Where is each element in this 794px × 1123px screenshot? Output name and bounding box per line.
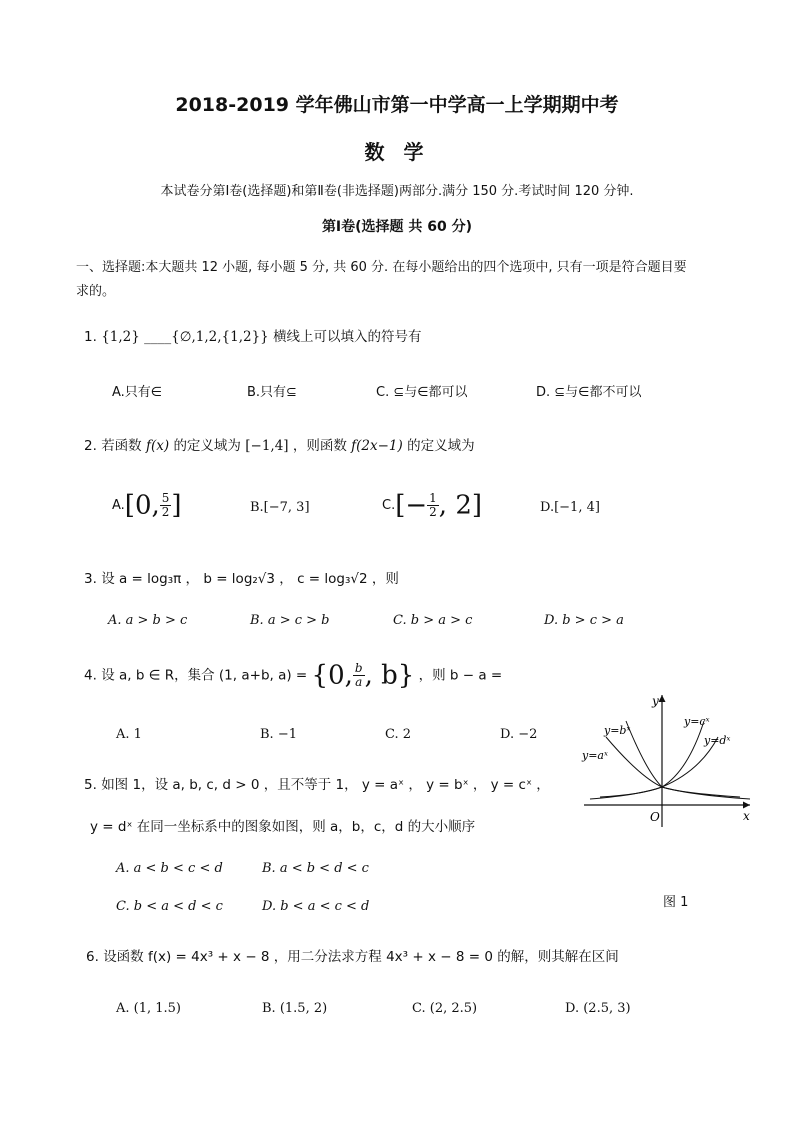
question-number: 4.	[84, 667, 97, 684]
q2-option-b: B.[−7, 3]	[250, 500, 310, 515]
subject-title: 数 学	[364, 140, 430, 164]
q4-option-c: C. 2	[385, 727, 412, 742]
q3-option-d: D. b > c > a	[544, 613, 624, 628]
q3-option-b: B. a > c > b	[250, 613, 330, 628]
question-2-text-d: 的定义域为	[407, 438, 475, 454]
brace-right: , b}	[364, 660, 415, 691]
numerator: b	[354, 661, 363, 675]
denominator: 2	[161, 505, 170, 519]
question-number: 6.	[86, 949, 99, 965]
fraction	[353, 662, 365, 689]
question-2-fx: f(x)	[145, 438, 170, 454]
q1-option-c: C. ⊆与∈都可以	[376, 385, 468, 400]
curve-b-label: y=bˣ	[604, 724, 631, 737]
question-2-text-a: 若函数	[101, 438, 142, 454]
q6-option-c: C. (2, 2.5)	[412, 1001, 478, 1016]
exam-intro: 本试卷分第Ⅰ卷(选择题)和第Ⅱ卷(非选择题)两部分.满分 150 分.考试时间 120 分钟.	[160, 184, 634, 199]
denominator: 2	[429, 505, 437, 519]
exam-title: 2018-2019 学年佛山市第一中学高一上学期期中考	[175, 94, 619, 116]
q6-option-a: A. (1, 1.5)	[116, 1001, 182, 1016]
curve-d-label: y=dˣ	[704, 734, 731, 747]
origin-label: O	[650, 810, 660, 824]
bracket-left: [0,	[124, 490, 160, 521]
q3-option-a: A. a > b > c	[108, 613, 188, 628]
question-2-gx: f(2x−1)	[351, 438, 403, 454]
q4-option-d: D. −2	[500, 727, 538, 742]
fraction	[160, 492, 172, 519]
curve-b	[626, 721, 740, 797]
question-2-text-c: ，则函数	[292, 438, 347, 454]
q5-option-a: A. a < b < c < d	[116, 861, 223, 876]
bracket-right: ]	[171, 490, 182, 521]
q5-option-b: B. a < b < d < c	[262, 861, 369, 876]
q5-option-c: C. b < a < d < c	[116, 899, 223, 914]
fraction	[427, 492, 439, 519]
question-2	[84, 434, 475, 454]
question-4	[84, 662, 502, 689]
section-instructions-line2: 求的。	[76, 284, 116, 299]
option-letter: A.	[112, 498, 125, 513]
q1-option-d: D. ⊆与∈都不可以	[536, 385, 642, 400]
q1-option-a: A.只有∈	[112, 385, 163, 400]
question-6	[86, 945, 619, 965]
question-2-text-b: 的定义域为	[173, 438, 241, 454]
figure-1-graph	[570, 685, 770, 830]
section-instructions-line1: 一、选择题:本大题共 12 小题, 每小题 5 分, 共 60 分. 在每小题给出的四个选项中, 只有一项是符合题目要	[76, 260, 687, 275]
q2-option-a	[112, 492, 182, 519]
question-4-text-b: ，则 b − a =	[418, 667, 503, 684]
question-2-domain: [−1,4]	[245, 438, 289, 454]
question-number: 3.	[84, 571, 97, 587]
q5-option-d: D. b < a < c < d	[262, 899, 370, 914]
q2-option-c	[382, 492, 482, 519]
question-3	[84, 567, 399, 587]
question-number: 2.	[84, 438, 97, 454]
question-6-text: 设函数 f(x) = 4x³ + x − 8 ，用二分法求方程 4x³ + x − 8 = 0 的解，则其解在区间	[103, 949, 619, 965]
numerator: 1	[429, 491, 437, 505]
denominator: a	[355, 675, 363, 689]
bracket-left: [−	[395, 490, 428, 521]
q6-option-d: D. (2.5, 3)	[565, 1001, 631, 1016]
numerator: 5	[161, 491, 170, 505]
question-number: 5.	[84, 777, 97, 793]
q4-option-b: B. −1	[260, 727, 297, 742]
part-heading: 第Ⅰ卷(选择题 共 60 分)	[321, 219, 473, 235]
brace-left: {0,	[311, 660, 353, 691]
figure-caption: 图 1	[663, 895, 689, 910]
question-1-math: {1,2} ____{∅,1,2,{1,2}}	[101, 329, 269, 345]
question-5-line2: y = dˣ 在同一坐标系中的图象如图，则 a，b，c，d 的大小顺序	[90, 819, 476, 835]
question-3-text: 设 a = log₃π ， b = log₂√3 ， c = log₃√2 ，则	[101, 571, 399, 587]
question-5	[84, 773, 550, 793]
curve-c-label: y=cˣ	[684, 715, 710, 728]
q4-option-a: A. 1	[116, 727, 142, 742]
x-axis-label: x	[743, 809, 750, 823]
question-5-line1: 如图 1，设 a, b, c, d > 0 ，且不等于 1， y = aˣ ， y = bˣ ， y = cˣ ，	[101, 777, 550, 793]
question-4-text-a: 设 a, b ∈ R，集合 (1, a+b, a) =	[101, 667, 308, 684]
y-axis-label: y	[652, 694, 659, 708]
question-number: 1.	[84, 329, 97, 345]
q3-option-c: C. b > a > c	[393, 613, 473, 628]
q6-option-b: B. (1.5, 2)	[262, 1001, 328, 1016]
option-letter: C.	[382, 498, 396, 513]
question-1	[84, 325, 422, 345]
question-1-text: 横线上可以填入的符号有	[273, 329, 422, 345]
curve-a-label: y=aˣ	[582, 749, 608, 762]
q1-option-b: B.只有⊆	[247, 385, 297, 400]
bracket-right: , 2]	[438, 490, 483, 521]
q2-option-d: D.[−1, 4]	[540, 500, 600, 515]
curve-d	[590, 737, 718, 799]
